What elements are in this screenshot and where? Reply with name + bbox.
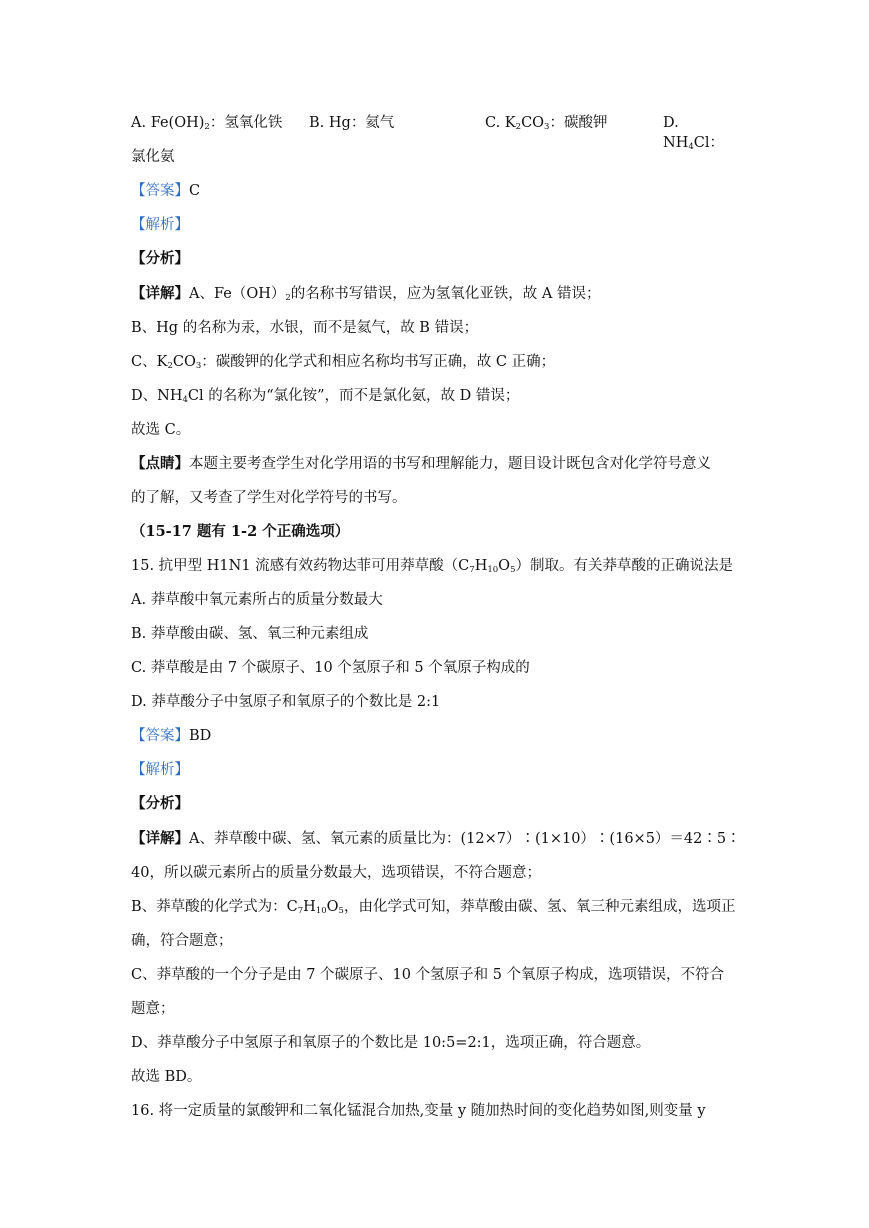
q14-option-a: A. $Fe(OH)_2$：氢氧化铁 <box>131 115 283 132</box>
q15-stem: 15. 抗甲型 H1N1 流感有效药物达菲可用莽草酸$(C_7H_{10}O_5)$制取。有关莽草酸的正确说法是 <box>131 558 733 575</box>
q14-detail-c: C、$K_2CO_3$：碳酸钾的化学式和相应名称均书写正确，故 C 正确； <box>131 354 556 371</box>
answer-tag: 【答案】 <box>131 183 189 199</box>
q15-choose: 故选 BD。 <box>131 1069 202 1085</box>
q15-option-c: C. 莽草酸是由 7 个碳原子、10 个氢原子和 5 个氧原子构成的 <box>131 660 530 676</box>
q15-option-b: B. 莽草酸由碳、氢、氧三种元素组成 <box>131 626 369 642</box>
q15-detail-b-line-1: B、莽草酸的化学式为：$C_7H_{10}O_5$，由化学式可知，莽草酸由碳、氢、氧三种元素组成，选项正 <box>131 899 736 916</box>
q15-option-a: A. 莽草酸中氧元素所占的质量分数最大 <box>131 592 383 608</box>
q14-dianjing-line-2: 的了解，又考查了学生对化学符号的书写。 <box>131 490 407 506</box>
section-header: （15-17 题有 1-2 个正确选项） <box>131 523 350 540</box>
q15-detail-c-line-2: 题意； <box>131 1001 175 1017</box>
q14-fenxi-tag: 【分析】 <box>131 250 189 267</box>
q14-option-d: D. $NH_4Cl$： <box>663 115 724 152</box>
q15-detail-b-line-2: 确，符合题意； <box>131 933 233 949</box>
q14-options-row <box>131 113 741 152</box>
q15-detail-c-line-1: C、莽草酸的一个分子是由 7 个碳原子、10 个氢原子和 5 个氧原子构成，选项错误，不符合 <box>131 967 725 983</box>
q14-detail-d: D、$NH_4Cl$ 的名称为“氯化铵”，而不是氯化氨，故 D 错误； <box>131 388 520 405</box>
q14-detail-a: 【详解】A、$Fe(OH)_2$的名称书写错误，应为氢氧化亚铁，故 A 错误； <box>131 285 601 303</box>
q14-jiexi-tag: 【解析】 <box>131 217 189 233</box>
q15-detail-a-line-1: 【详解】A、莽草酸中碳、氢、氧元素的质量比为：(12×7）∶(1×10）∶(16×5）＝42∶5∶ <box>131 830 741 847</box>
q15-detail-a-line-2: 40，所以碳元素所占的质量分数最大，选项错误，不符合题意； <box>131 865 541 881</box>
q14-option-c: C. $K_2CO_3$：碳酸钾 <box>485 115 608 132</box>
answer-value: BD <box>189 728 212 744</box>
q14-answer <box>131 181 200 201</box>
q14-detail-b: B、Hg 的名称为汞，水银，而不是氦气，故 B 错误； <box>131 320 479 336</box>
q14-option-b: B. Hg：氦气 <box>309 115 395 131</box>
q16-stem: 16. 将一定质量的氯酸钾和二氧化锰混合加热,变量 y 随加热时间的变化趋势如图,则变量 y <box>131 1103 706 1119</box>
answer-tag: 【答案】 <box>131 728 189 744</box>
q15-jiexi-tag: 【解析】 <box>131 762 189 778</box>
q15-fenxi-tag: 【分析】 <box>131 795 189 812</box>
q14-dianjing-line-1: 【点睛】本题主要考查学生对化学用语的书写和理解能力，题目设计既包含对化学符号意义 <box>131 455 711 472</box>
answer-value: C <box>189 183 201 199</box>
q14-option-d-continued: 氯化氨 <box>131 149 175 165</box>
q15-option-d: D. 莽草酸分子中氢原子和氧原子的个数比是 2:1 <box>131 694 441 710</box>
q15-detail-d: D、莽草酸分子中氢原子和氧原子的个数比是 10:5=2:1，选项正确，符合题意。 <box>131 1035 651 1051</box>
q15-answer <box>131 726 211 746</box>
q14-choose: 故选 C。 <box>131 422 191 438</box>
